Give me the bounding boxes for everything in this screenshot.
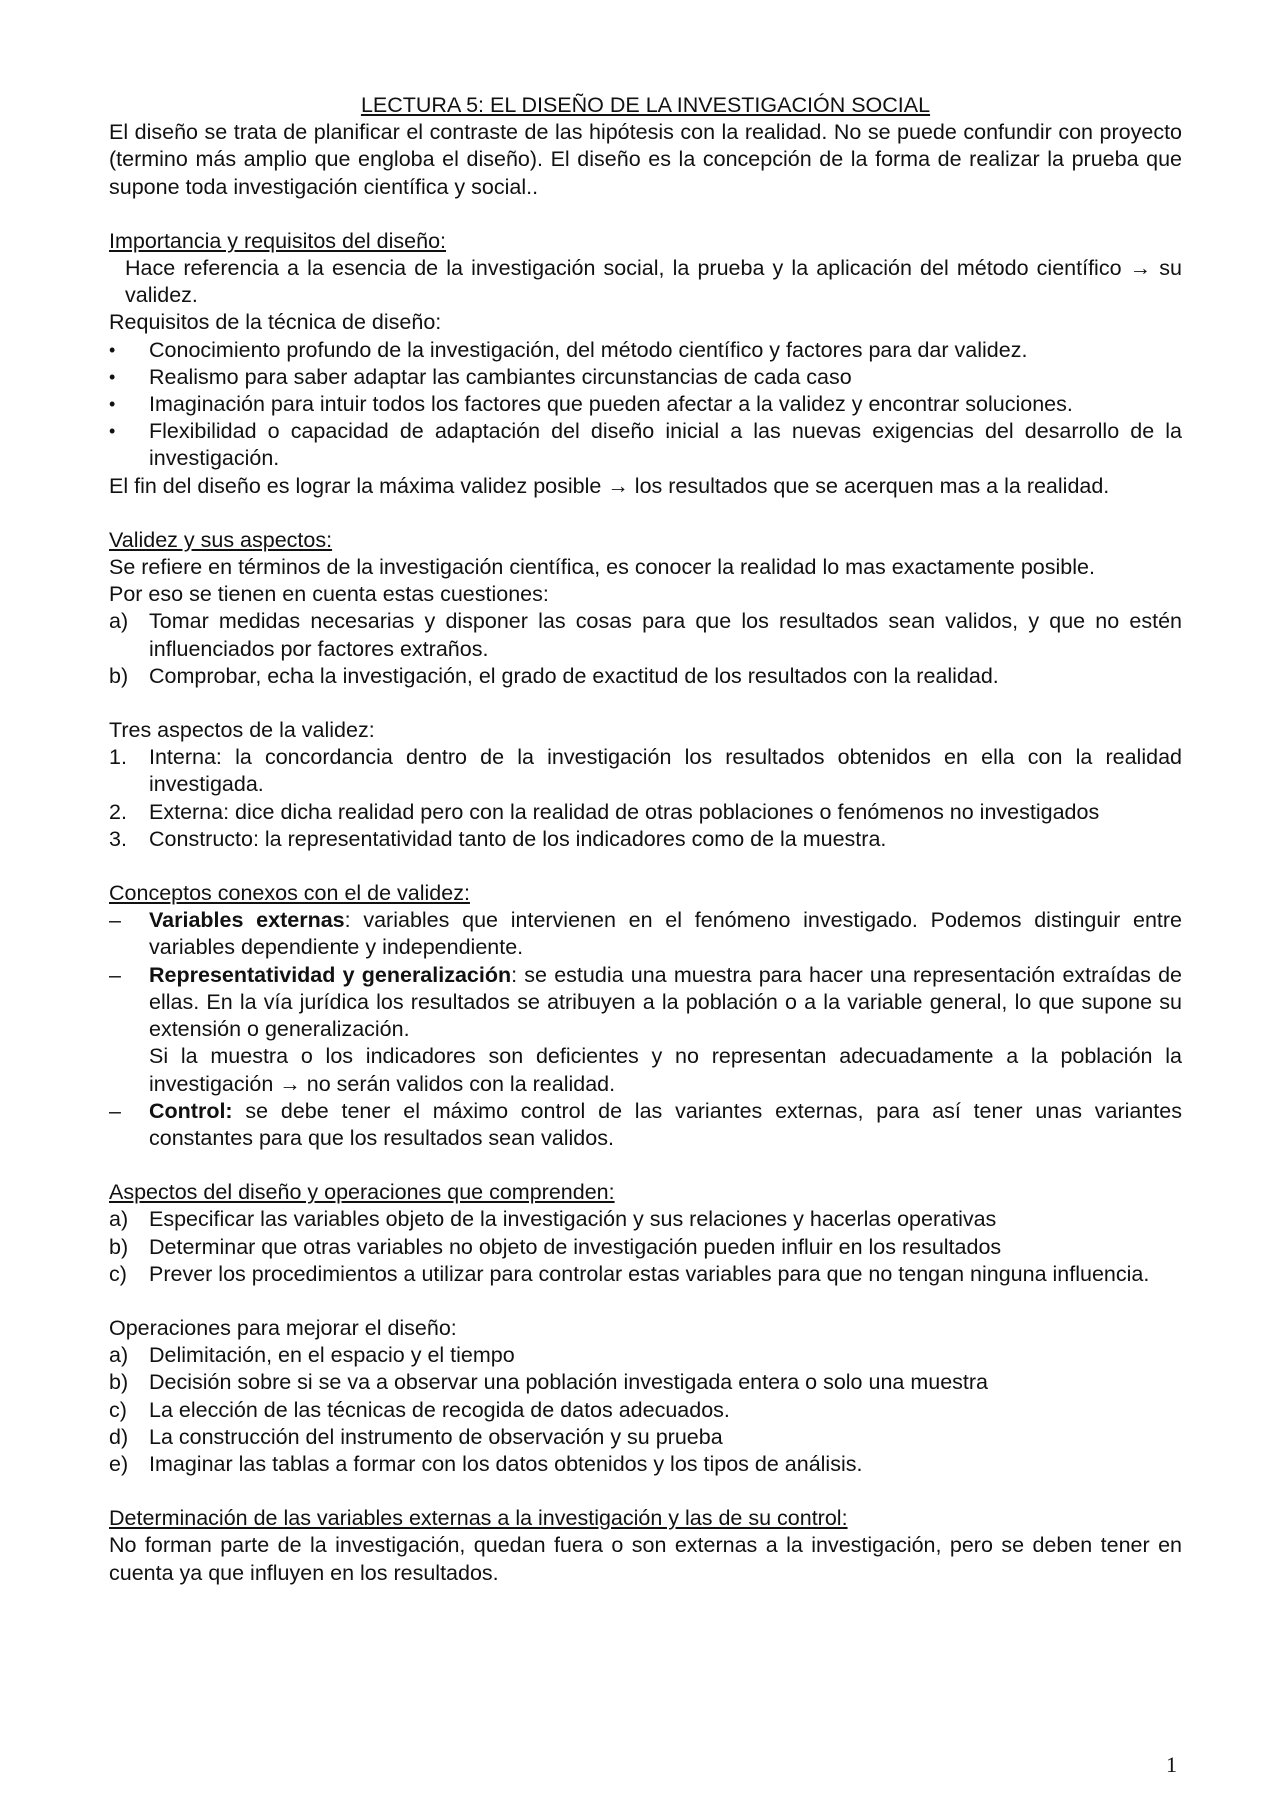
section-heading-validez: Validez y sus aspectos: bbox=[109, 527, 333, 552]
list-item: • Flexibilidad o capacidad de adaptación del diseño inicial a las nuevas exigencias del desarrollo de la investigación. bbox=[109, 419, 1182, 471]
list-item: – Representatividad y generalización: se estudia una muestra para hacer una representación extraídas de ellas. En la vía jurídica los resultados se atribuyen a la población o a la variable general, lo que supone su extensión o generalización. Si la muestra o los indicadores son deficientes y no representan adecuadamente a la población la investigación → no serán validos con la realidad. bbox=[109, 962, 1182, 1096]
list-item: d) La construcción del instrumento de observación y su prueba bbox=[109, 1424, 723, 1449]
document-body bbox=[109, 92, 1182, 1587]
list-item: a) Especificar las variables objeto de la investigación y sus relaciones y hacerlas operativas bbox=[109, 1207, 997, 1232]
list-item: c) La elección de las técnicas de recogida de datos adecuados. bbox=[109, 1397, 730, 1422]
list-item: a) Tomar medidas necesarias y disponer las cosas para que los resultados sean validos, y que no estén influenciados por factores extraños. bbox=[109, 609, 1182, 661]
section-heading-conceptos: Conceptos conexos con el de validez: bbox=[109, 881, 470, 906]
list-item: c) Prever los procedimientos a utilizar para controlar estas variables para que no tengan ninguna influencia. bbox=[109, 1261, 1150, 1286]
operaciones-label: Operaciones para mejorar el diseño: bbox=[109, 1315, 457, 1340]
list-item: b) Decisión sobre si se va a observar una población investigada entera o solo una muestra bbox=[109, 1370, 988, 1395]
determinacion-text: No forman parte de la investigación, quedan fuera o son externas a la investigación, pero se deben tener en cuenta ya que influyen en los resultados. bbox=[109, 1533, 1182, 1585]
list-item: – Variables externas: variables que intervienen en el fenómeno investigado. Podemos distinguir entre variables dependiente y independiente. bbox=[109, 908, 1182, 960]
page-number: 1 bbox=[1166, 1752, 1177, 1777]
importancia-text: Hace referencia a la esencia de la investigación social, la prueba y la aplicación del método científico → su validez. bbox=[125, 256, 1182, 308]
cuestiones-label: Por eso se tienen en cuenta estas cuestiones: bbox=[109, 582, 549, 607]
list-item: b) Comprobar, echa la investigación, el grado de exactitud de los resultados con la realidad. bbox=[109, 663, 999, 688]
aspectos-diseno-list bbox=[109, 1206, 1182, 1288]
bullet-marker: • bbox=[109, 366, 116, 387]
bullet-marker: • bbox=[109, 394, 116, 415]
fin-paragraph: El fin del diseño es lograr la máxima validez posible → los resultados que se acerquen mas a la realidad. bbox=[109, 473, 1110, 498]
section-heading-aspectos-diseno: Aspectos del diseño y operaciones que comprenden: bbox=[109, 1180, 615, 1205]
requisitos-label: Requisitos de la técnica de diseño: bbox=[109, 310, 442, 335]
list-item: • Realismo para saber adaptar las cambiantes circunstancias de cada caso bbox=[109, 364, 1182, 391]
list-item: • Conocimiento profundo de la investigación, del método científico y factores para dar validez. bbox=[109, 337, 1182, 364]
document-title: LECTURA 5: EL DISEÑO DE LA INVESTIGACIÓN SOCIAL bbox=[360, 93, 931, 117]
list-item: a) Delimitación, en el espacio y el tiempo bbox=[109, 1343, 515, 1368]
list-item: • Imaginación para intuir todos los factores que pueden afectar a la validez y encontrar soluciones. bbox=[109, 391, 1182, 418]
section-heading-importancia: Importancia y requisitos del diseño: bbox=[109, 228, 447, 253]
validez-text: Se refiere en términos de la investigación científica, es conocer la realidad lo mas exactamente posible. bbox=[109, 555, 1095, 580]
list-item: 2. Externa: dice dicha realidad pero con la realidad de otras poblaciones o fenómenos no investigados bbox=[109, 799, 1100, 824]
bullet-marker: • bbox=[109, 421, 116, 442]
list-item: 1. Interna: la concordancia dentro de la investigación los resultados obtenidos en ella con la realidad investigada. bbox=[109, 745, 1182, 797]
list-item: e) Imaginar las tablas a formar con los datos obtenidos y los tipos de análisis. bbox=[109, 1451, 863, 1476]
section-heading-determinacion: Determinación de las variables externas a la investigación y las de su control: bbox=[109, 1506, 848, 1531]
cuestiones-list bbox=[109, 608, 1182, 690]
intro-paragraph: El diseño se trata de planificar el contraste de las hipótesis con la realidad. No se puede confundir con proyecto (termino más amplio que engloba el diseño). El diseño es la concepción de la forma de realizar la prueba que supone toda investigación científica y social.. bbox=[109, 120, 1182, 199]
conceptos-list bbox=[109, 907, 1182, 1152]
aspectos-label: Tres aspectos de la validez: bbox=[109, 718, 375, 743]
bullet-marker: • bbox=[109, 339, 116, 360]
list-item: b) Determinar que otras variables no objeto de investigación pueden influir en los resultados bbox=[109, 1234, 1002, 1259]
operaciones-list bbox=[109, 1342, 1182, 1478]
requisitos-list bbox=[109, 337, 1182, 473]
list-item: – Control: se debe tener el máximo control de las variantes externas, para así tener unas variantes constantes para que los resultados sean validos. bbox=[109, 1098, 1182, 1150]
list-item: 3. Constructo: la representatividad tanto de los indicadores como de la muestra. bbox=[109, 826, 887, 851]
aspectos-list bbox=[109, 744, 1182, 853]
